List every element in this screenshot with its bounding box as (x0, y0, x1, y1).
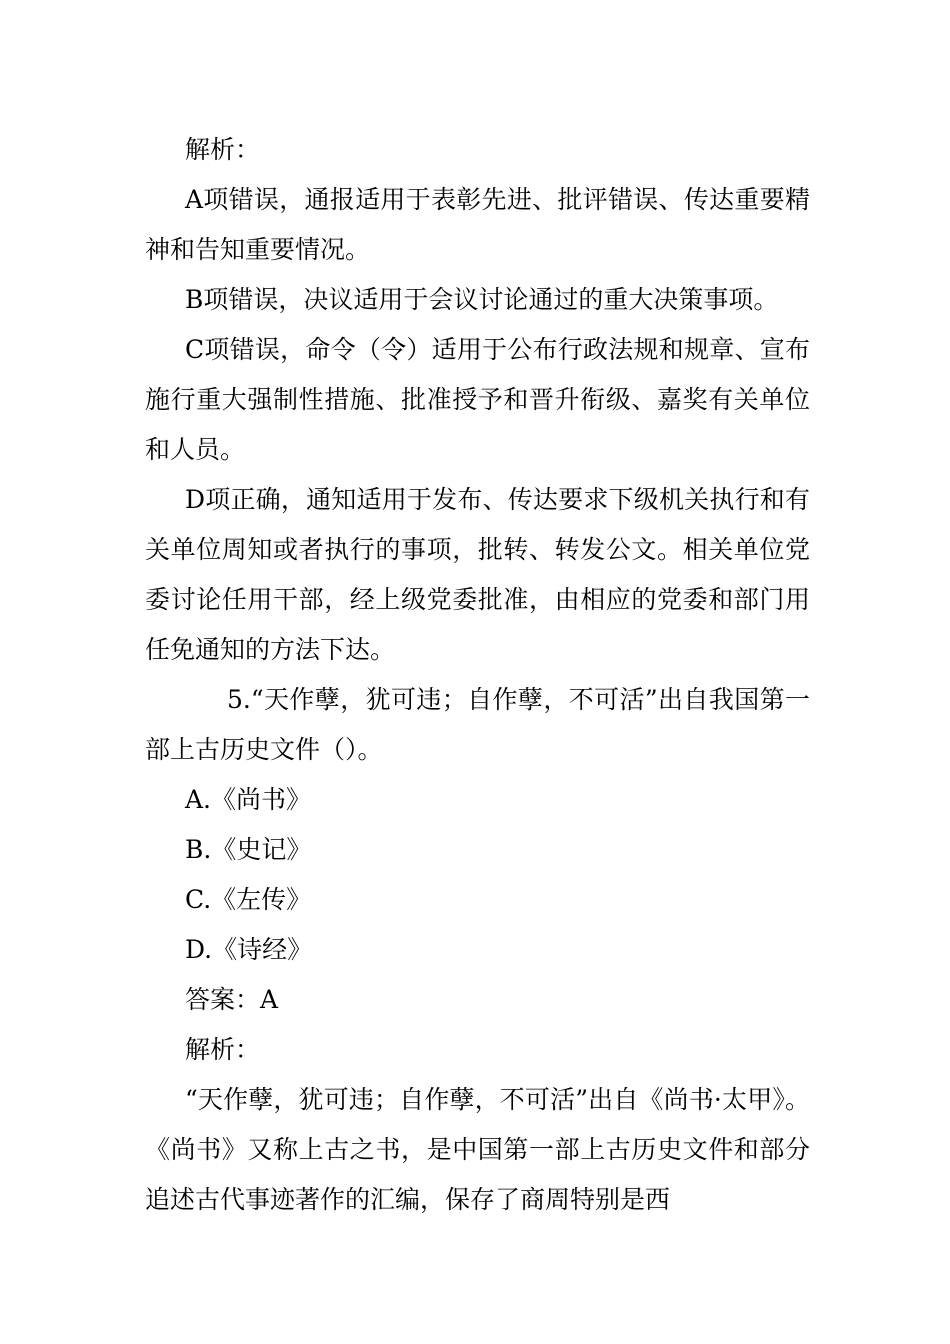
question-5-analysis-text: “天作孽，犹可违；自作孽，不可活”出自《尚书·太甲》。《尚书》又称上古之书，是中国第一部上古历史文件和部分追述古代事迹著作的汇编，保存了商周特别是西 (145, 1085, 810, 1214)
analysis-option-d: D项正确，通知适用于发布、传达要求下级机关执行和有关单位周知或者执行的事项，批转、转发公文。相关单位党委讨论任用干部，经上级党委批准，由相应的党委和部门用任免通知的方法下达。 (145, 485, 810, 664)
analysis-option-b: B项错误，决议适用于会议讨论通过的重大决策事项。 (185, 285, 779, 314)
question-5-option-a: A.《尚书》 (185, 785, 312, 814)
question-5-option-d: D.《诗经》 (185, 935, 313, 964)
question-5-stem: 5.“天作孽，犹可违；自作孽，不可活”出自我国第一部上古历史文件（）。 (145, 685, 810, 764)
question-5-option-c: C.《左传》 (185, 885, 312, 914)
question-5-analysis-heading: 解析： (185, 1035, 261, 1064)
question-5-answer: 答案：A (185, 985, 279, 1014)
analysis-option-a: A项错误，通报适用于表彰先进、批评错误、传达重要精神和告知重要情况。 (145, 185, 810, 264)
question-5-option-b: B.《史记》 (185, 835, 312, 864)
analysis-heading: 解析： (185, 135, 261, 164)
analysis-option-c: C项错误，命令（令）适用于公布行政法规和规章、宣布施行重大强制性措施、批准授予和晋升衔级、嘉奖有关单位和人员。 (145, 335, 810, 464)
document-body (145, 125, 810, 1225)
